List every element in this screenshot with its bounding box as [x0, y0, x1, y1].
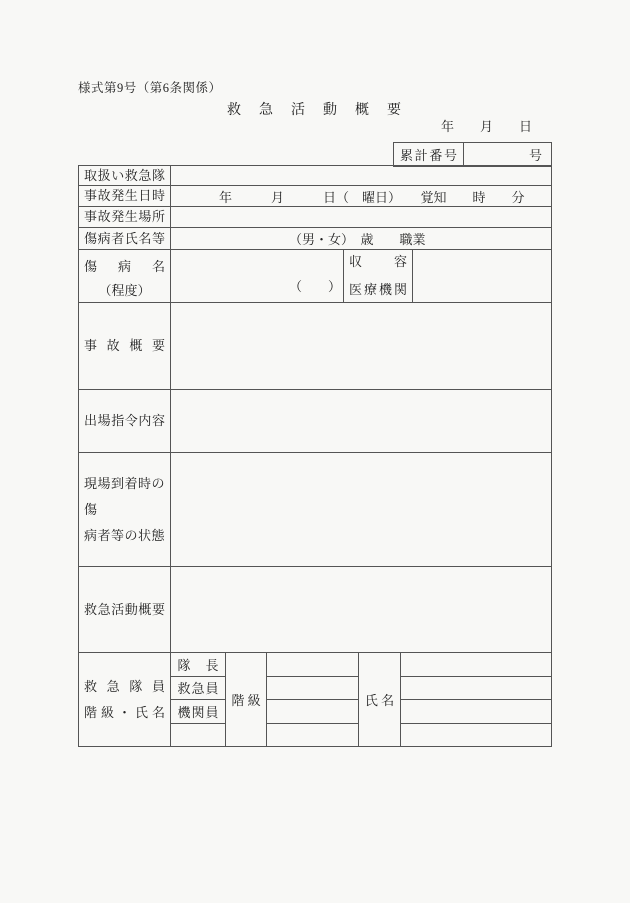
incident-location-value-cell — [171, 207, 551, 227]
injury-name-label-cell — [79, 250, 171, 302]
row-on-scene-condition — [79, 453, 551, 567]
crew-name-fill-3 — [401, 700, 551, 724]
on-scene-condition-label-line2: 病者等の状態 — [84, 527, 166, 543]
injury-name-label-line2: （程度） — [98, 282, 151, 298]
crew-roles-column — [171, 653, 226, 746]
injury-name-fill-cell — [171, 250, 344, 302]
injury-degree-paren: （ ） — [288, 279, 341, 294]
handling-team-label: 取扱い救急隊 — [84, 167, 165, 183]
crew-rank-header: 階 級 — [231, 693, 261, 708]
serial-number-value-cell — [464, 143, 551, 166]
crew-role-leader-cell — [171, 653, 225, 677]
form-title: 救 急 活 動 概 要 — [227, 103, 403, 118]
patient-info-label-cell — [79, 228, 171, 249]
crew-rank-header-cell — [226, 653, 267, 746]
crew-name-fill-2 — [401, 677, 551, 701]
incident-summary-label-cell — [79, 303, 171, 389]
row-crew-ranks-names — [79, 653, 551, 746]
crew-rank-fill-4 — [267, 724, 358, 747]
crew-name-header: 氏 名 — [364, 693, 395, 708]
crew-name-fill-4 — [401, 724, 551, 747]
crew-role-leader-label: 隊長 — [177, 657, 219, 673]
incident-datetime-value-cell: 年 月 日（ 曜日） 覚知 時 分 — [219, 189, 525, 205]
crew-rank-fill-1 — [267, 653, 358, 677]
incident-datetime-label: 事故発生日時 — [84, 188, 165, 203]
facility-label-line2: 医療機関 — [349, 282, 407, 297]
on-scene-condition-label-cell — [79, 453, 171, 566]
row-dispatch-order — [79, 390, 551, 453]
patient-info-label: 傷病者氏名等 — [84, 230, 165, 246]
serial-number-suffix: 号 — [528, 148, 542, 163]
incident-summary-fill-cell — [171, 303, 551, 389]
dispatch-order-fill-cell — [171, 390, 551, 452]
activity-summary-fill-cell — [171, 567, 551, 652]
row-injury-name — [79, 250, 551, 303]
crew-role-medic-cell — [171, 677, 225, 701]
row-incident-summary — [79, 303, 551, 390]
dispatch-order-label-cell — [79, 390, 171, 452]
form-number: 様式第9号（第6条関係） — [78, 81, 222, 95]
crew-role-extra-cell — [171, 724, 225, 747]
incident-location-label: 事故発生場所 — [84, 209, 165, 224]
activity-summary-label-cell — [79, 567, 171, 652]
row-patient-info — [79, 228, 551, 250]
handling-team-value-cell — [171, 166, 551, 185]
crew-role-medic-label: 救急員 — [177, 681, 219, 697]
crew-rank-fill-column — [267, 653, 359, 746]
activity-summary-label: 救急活動概要 — [84, 601, 165, 617]
on-scene-condition-fill-cell — [171, 453, 551, 566]
crew-name-fill-1 — [401, 653, 551, 677]
patient-info-value-cell: （男・女） 歳 職業 — [289, 232, 426, 247]
crew-name-fill-column — [401, 653, 551, 746]
crew-role-driver-label: 機関員 — [177, 704, 219, 720]
crew-rank-fill-3 — [267, 700, 358, 724]
crew-role-driver-cell — [171, 700, 225, 724]
header-date-line: 年 月 日 — [441, 119, 533, 134]
on-scene-condition-label-line1: 現場到着時の傷 — [84, 475, 166, 517]
crew-label-cell — [79, 653, 171, 746]
injury-name-label-line1: 傷病名 — [84, 258, 165, 274]
incident-summary-label: 事故概要 — [84, 338, 165, 353]
facility-label-line1: 収容 — [349, 254, 407, 269]
serial-number-box — [393, 142, 552, 167]
crew-label-line2: 階級・氏名 — [84, 704, 165, 720]
facility-label-cell — [344, 250, 413, 302]
crew-label-line1: 救急隊員 — [84, 678, 165, 694]
crew-name-header-cell — [359, 653, 401, 746]
serial-number-label-cell — [394, 143, 464, 166]
form-table — [78, 165, 552, 747]
incident-datetime-label-cell — [79, 186, 171, 206]
crew-rank-fill-2 — [267, 677, 358, 701]
incident-location-label-cell — [79, 207, 171, 227]
serial-number-label: 累計番号 — [400, 148, 457, 163]
facility-fill-cell — [413, 250, 551, 302]
row-activity-summary — [79, 567, 551, 653]
dispatch-order-label: 出場指令内容 — [84, 413, 165, 428]
